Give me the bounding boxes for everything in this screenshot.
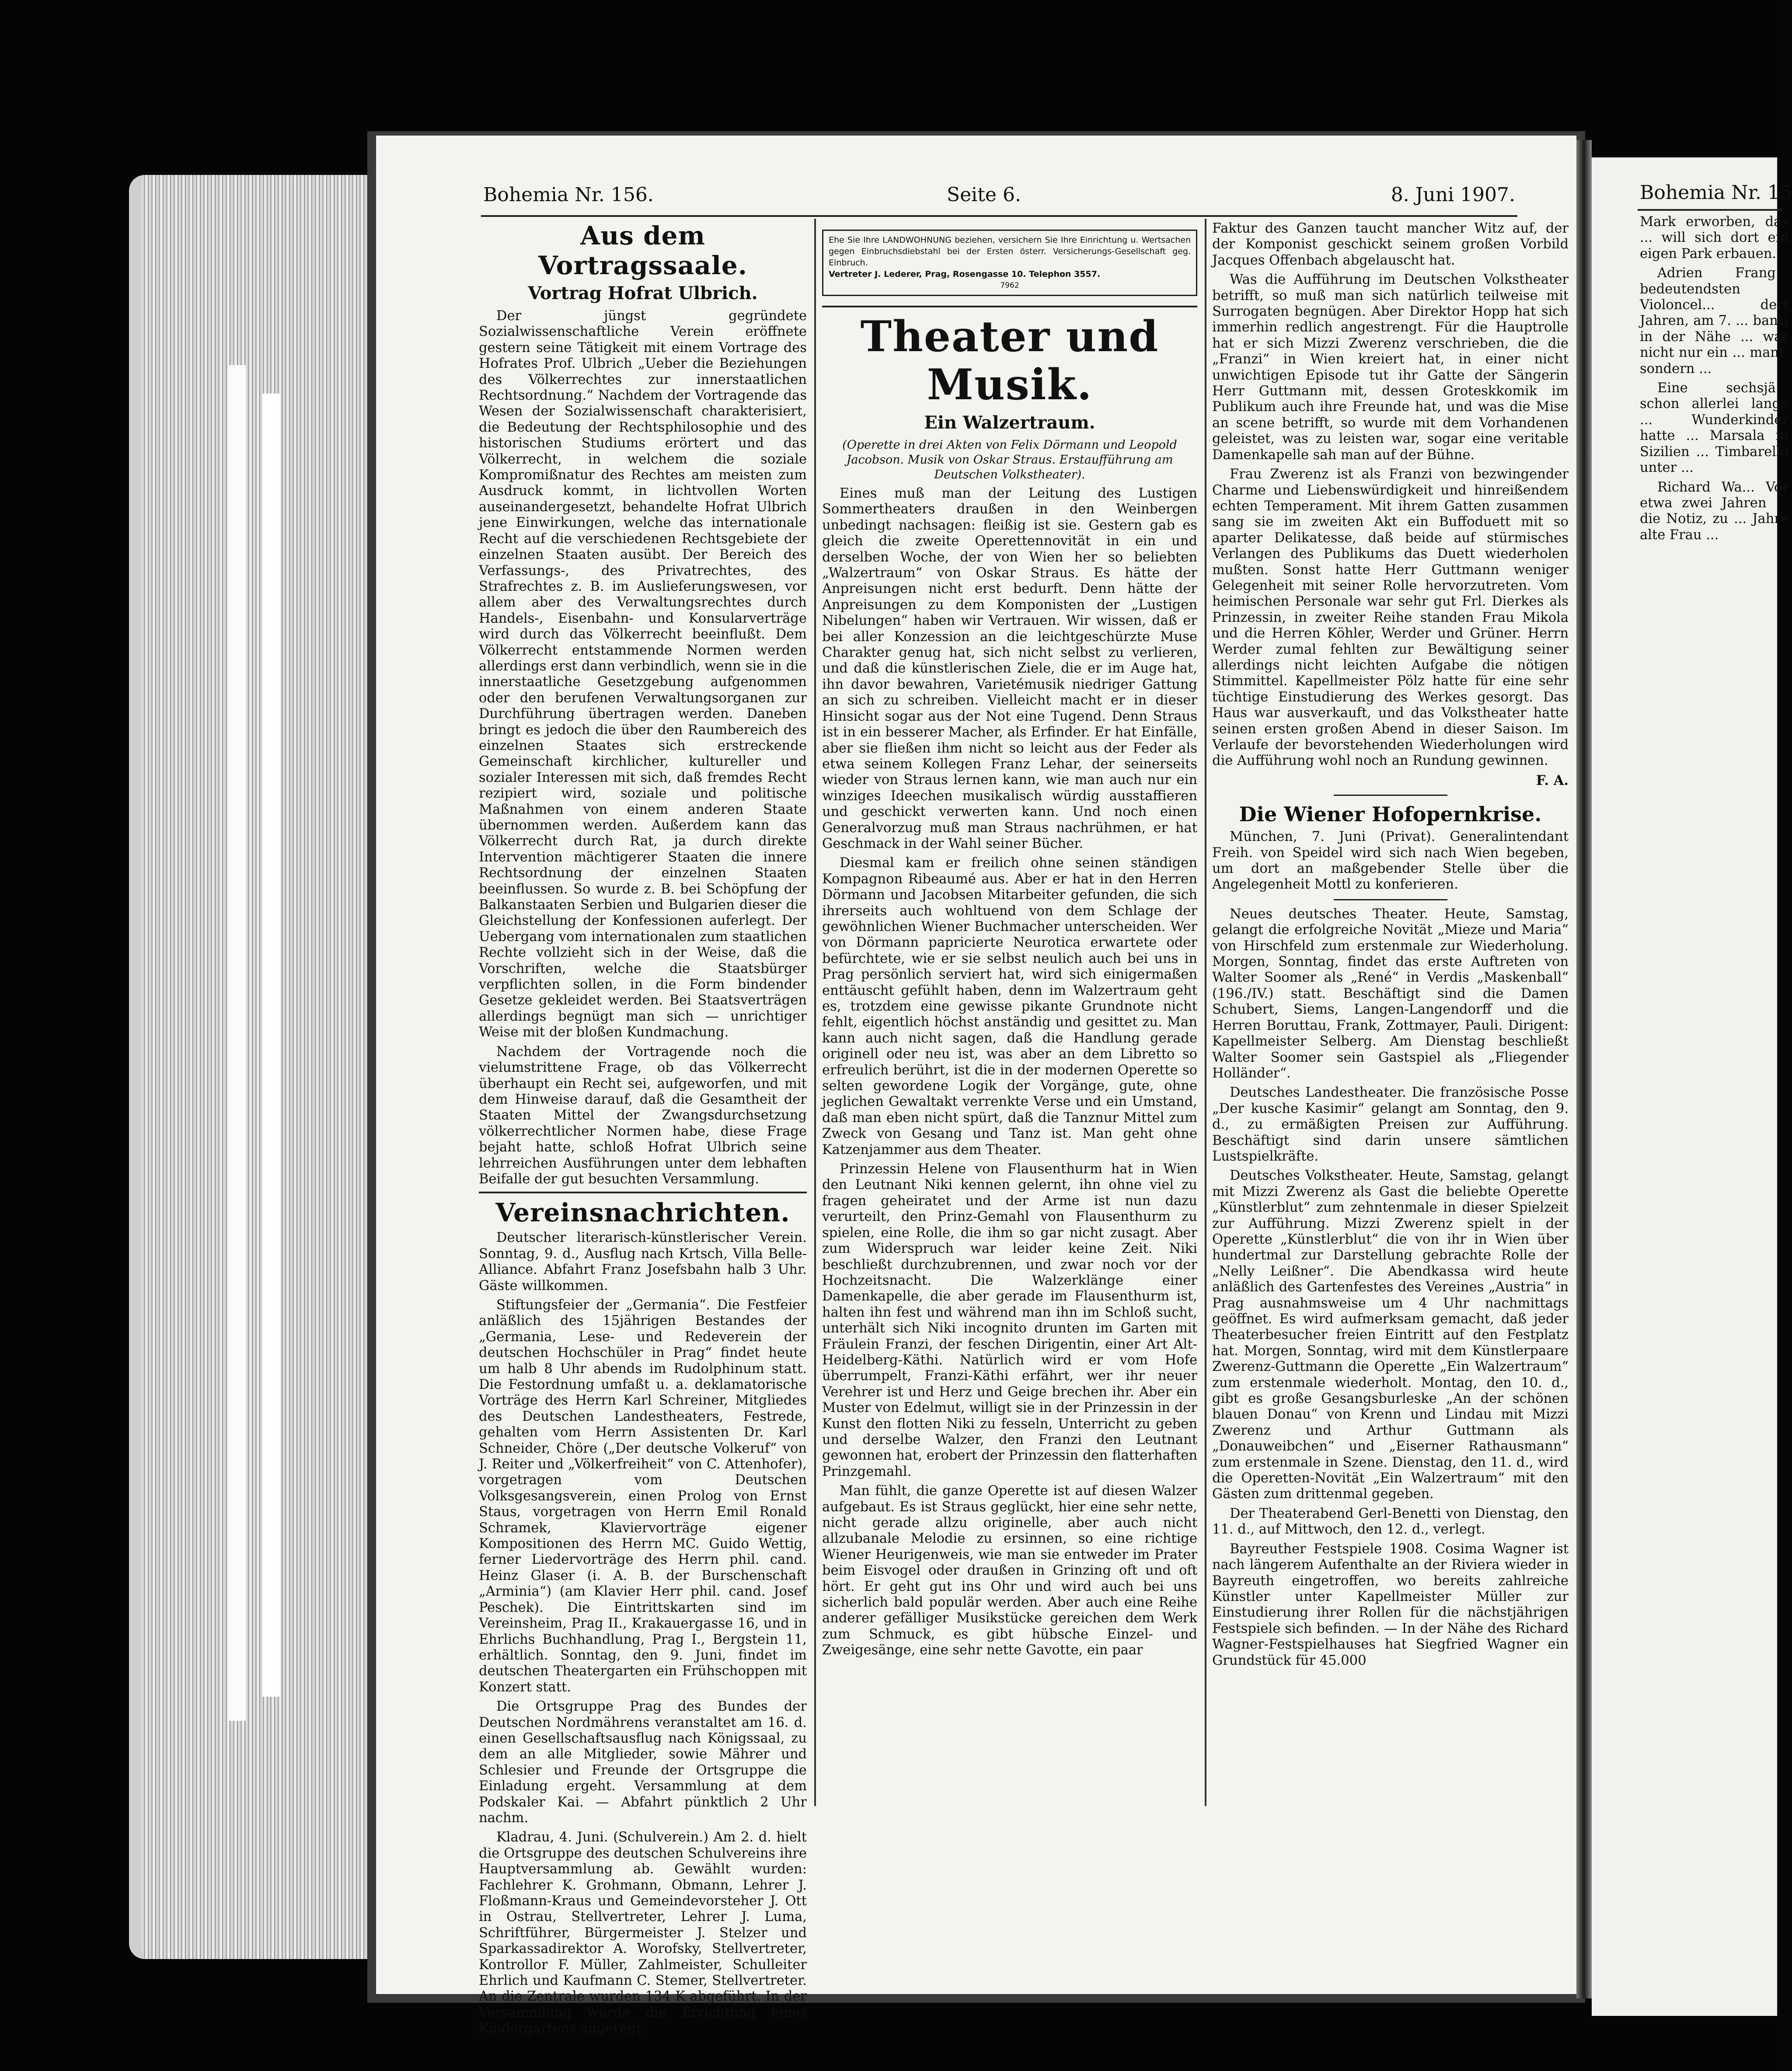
- article-paragraph: Der jüngst gegründete Sozialwissenschaftliche Verein eröffnete gestern seine Tätigkeit mit einem Vortrage des Hofrates Prof. Ulbrich „Ueber die Beziehungen des Völkerrechtes zur innerstaatlichen Rechtsordnung.“ Nachdem der Vortragende das Wesen der Sozialwissenschaft charakterisiert, die Bedeutung der Rechtsphilosophie und des historischen Studiums erörtert und das Völkerrecht, in welchem die soziale Kompromißnatur des Rechtes am meisten zum Ausdruck kommt, in lichtvollen Worten auseinandergesetzt, behandelte Hofrat Ulbrich jene Einwirkungen, welche das internationale Recht auf die verschiedenen Rechtsgebiete der einzelnen Staaten ausübt. Der Bereich des Verfassungs-, des Privatrechtes, des Strafrechtes z. B. im Auslieferungswesen, vor allem aber des Verwaltungsrechtes durch Handels-, Eisenbahn- und Konsularverträge wird durch das Völkerrecht beeinflußt. Dem Völkerrecht entstammende Normen werden allerdings erst dann verbindlich, wenn sie in die innerstaatliche Gesetzgebung aufgenommen oder den berufenen Verwaltungsorganen zur Durchführung übertragen werden. Daneben bringt es jedoch die über den Raumbereich des einzelnen Staates sich erstreckende Gemeinschaft kirchlicher, kultureller und sozialer Interessen mit sich, daß fremdes Recht rezipiert wird, soziale und politische Maßnahmen von einem anderen Staate übernommen werden. Außerdem kann das Völkerrecht durch Rat, ja durch direkte Intervention mächtigerer Staaten die innere Rechtsordnung der einzelnen Staaten beeinflussen. So wurde z. B. bei Schöpfung der Balkanstaaten Serbien und Bulgarien dieser die Gleichstellung der Konfessionen auferlegt. Der Uebergang vom internationalen zum staatlichen Rechte vollzieht sich in der Weise, daß die Vorschriften, welche die Staatsbürger verpflichten sollen, in die Form bindender Gesetze gekleidet werden. Bei Staatsverträgen allerdings begnügt man sich — unrichtiger Weise mit der bloßen Kundmachung.: [479, 308, 807, 1040]
- article-paragraph: München, 7. Juni (Privat). Generalintendant Freih. von Speidel wird sich nach Wien begeben, um dort an maßgebender Stelle über die Angelegenheit Mottl zu konferieren.: [1212, 829, 1569, 893]
- article-paragraph: Faktur des Ganzen taucht mancher Witz auf, der der Komponist geschickt seinem großen Vorbild Jacques Offenbach abgelauscht hat.: [1212, 221, 1569, 268]
- article-paragraph: Adrien Frang... bedeutendsten Violoncel... dert Jahren, am 7. ... bant) in der Nähe ... war nicht nur ein ... mant, sondern ...: [1640, 265, 1789, 377]
- column-1: [479, 221, 807, 2036]
- divider: [1334, 899, 1447, 900]
- article-paragraph: Frau Zwerenz ist als Franzi von bezwingender Charme und Liebenswürdigkeit und hinreißendem echten Temperament. Mit ihrem Gatten zusammen sang sie im zweiten Akt ein Buffoduett mit so aparter Delikatesse, daß beide auf stürmisches Verlangen des Publikums das Duett wiederholen mußten. Sonst hatte Herr Guttmann weniger Gelegenheit mit seiner Rolle hervorzutreten. Vom heimischen Personale war sehr gut Frl. Dierkes als Prinzessin, in zweiter Reihe standen Frau Mikola und die Herren Köhler, Werder und Grüner. Herrn Werder zumal fehlten zur Bewältigung seiner allerdings nicht leichten Aufgabe die nötigen Stimmittel. Kapellmeister Pölz hatte für eine sehr tüchtige Einstudierung des Werkes gesorgt. Das Haus war ausverkauft, und das Volkstheater hatte seinen ersten großen Abend in dieser Saison. Im Verlaufe der bevorstehenden Wiederholungen wird die Aufführung wohl noch an Rundung gewinnen.: [1212, 467, 1569, 769]
- column-3: [1212, 221, 1569, 1804]
- article-subtitle: Ein Walzertraum.: [924, 412, 1095, 433]
- article-paragraph: Eine sechsjä... schon allerlei lange ... Wunderkinder hatte ... Marsala in Sizilien ... Timbarello unter ...: [1640, 380, 1789, 476]
- paper-clip-strip: [262, 394, 280, 1697]
- article-paragraph: Stiftungsfeier der „Germania“. Die Festfeier anläßlich des 15jährigen Bestandes der „Germania, Lese- und Redeverein der deutschen Hochschüler in Prag“ findet heute um halb 8 Uhr abends im Rudolphinum statt. Die Festordnung umfaßt u. a. deklamatorische Vorträge des Herrn Karl Schreiner, Mitgliedes des Deutschen Landestheaters, Festrede, gehalten vom Herrn Assistenten Dr. Karl Schneider, Chöre („Der deutsche Volkeruf“ von J. Reiter und „Völkerfreiheit“ von C. Attenhofer), vorgetragen vom Deutschen Volksgesangsverein, einen Prolog von Ernst Staus, vorgetragen von Herrn Emil Ronald Schramek, Klaviervorträge eigener Kompositionen des Herrn MC. Guido Wettig, ferner Liedervorträge des Herrn phil. cand. Heinz Glaser (i. A. B. der Burschenschaft „Arminia“) (am Klavier Herr phil. cand. Josef Peschek). Die Eintrittskarten sind im Vereinsheim, Prag II., Krakauergasse 16, und in Ehrlichs Buchhandlung, Prag I., Bergstein 11, erhältlich. Sonntag, den 9. Juni, findet im deutschen Theatergarten ein Frühschoppen mit Konzert statt.: [479, 1297, 807, 1695]
- article-paragraph: Nachdem der Vortragende noch die vielumstrittene Frage, ob das Völkerrecht überhaupt ein Recht sei, aufgeworfen, und mit dem Hinweise darauf, daß die Gesamtheit der Staaten Mittel der Zwangsdurchsetzung völkerrechtlicher Normen habe, diese Frage bejaht hatte, schloß Hofrat Ulbrich seine lehrreichen Ausführungen unter dem lebhaften Beifalle der gut besuchten Versammlung.: [479, 1044, 807, 1187]
- column-rule: [814, 219, 816, 1806]
- ad-address: Vertreter J. Lederer, Prag, Rosengasse 10. Telephon 3557.: [829, 269, 1101, 279]
- header-paper-name: Bohemia Nr. 156.: [483, 184, 654, 206]
- article-paragraph: Deutscher literarisch-künstlerischer Verein. Sonntag, 9. d., Ausflug nach Krtsch, Villa Belle-Alliance. Abfahrt Franz Josefsbahn halb 3 Uhr. Gäste willkommen.: [479, 1230, 807, 1294]
- section-title: Vereinsnachrichten.: [495, 1198, 790, 1228]
- section-rule: [822, 306, 1197, 307]
- advertisement-box: [822, 230, 1197, 296]
- section-title: Theater und Musik.: [860, 312, 1159, 409]
- section-title: Aus dem Vortragssaale.: [538, 221, 747, 280]
- article-paragraph: Der Theaterabend Gerl-Benetti von Dienstag, den 11. d., auf Mittwoch, den 12. d., verlegt.: [1212, 1506, 1569, 1538]
- article-paragraph: Eines muß man der Leitung des Lustigen Sommertheaters draußen in den Weinbergen unbedingt nachsagen: fleißig ist sie. Gestern gab es gleich die zweite Operettennovität in ein und derselben Woche, der von Wien her so beliebten „Walzertraum“ von Oskar Straus. Es hätte der Anpreisungen nicht erst bedurft. Denn hätte der Anpreisungen zu dem Komponisten der „Lustigen Nibelungen“ haben wir Vertrauen. Wir wissen, daß er bei aller Konzession an die leichtgeschürzte Muse Charakter genug hat, sich nicht selbst zu verlieren, und daß die künstlerischen Ziele, die er im Auge hat, ihn davor bewahren, Varietémusik niedriger Gattung an sich zu schreiben. Vielleicht macht er in dieser Hinsicht sogar aus der Not eine Tugend. Denn Straus ist in ein besserer Macher, als Erfinder. Er hat Einfälle, aber sie fließen ihm nicht so leicht aus der Feder als etwa seinem Kollegen Franz Lehar, der seinerseits wieder von Straus lernen kann, wie man auch nur ein winziges Ideechen musikalisch würdig ausstaffieren und geschickt verwerten kann. Und noch einen Generalvorzug muß man Straus nachrühmen, er hat Geschmack in der Wahl seiner Bücher.: [822, 486, 1197, 851]
- section-rule: [479, 1192, 807, 1193]
- article-paragraph: Was die Aufführung im Deutschen Volkstheater betrifft, so muß man sich natürlich teilweise mit Surrogaten begnügen. Aber Direktor Hopp hat sich immerhin redlich angestrengt. Für die Hauptrolle hat er sich Mizzi Zwerenz verschrieben, die die „Franzi“ in Wien kreiert hat, in einer nicht unwichtigen Episode tut ihr Gatte der Sängerin Herr Guttmann mit, dessen Groteskkomik im Publikum auch ihre Freunde hat, und was die Mise an scene betrifft, so wurde mit dem Vorhandenen geleistet, was zu leisten war, sogar eine veritable Damenkapelle sah man auf der Bühne.: [1212, 272, 1569, 463]
- column-2: [822, 230, 1197, 1804]
- article-paragraph: Man fühlt, die ganze Operette ist auf diesen Walzer aufgebaut. Es ist Straus geglückt, hier eine sehr nette, nicht gerade allzu originelle, aber auch nicht allzubanale Melodie zu ersinnen, so eine richtige Wiener Heurigenweis, wie man sie entweder im Prater beim Eisvogel oder draußen in Grinzing oft und oft hört. Er geht gut ins Ohr und wird auch bei uns sicherlich bald populär werden. Aber auch eine Reihe anderer gefälliger Musikstücke gereichen dem Werk zum Schmuck, es gibt hübsche Einzel- und Zweigesänge, eine sehr nette Gavotte, ein paar: [822, 1483, 1197, 1658]
- paper-clip-strip: [228, 365, 246, 1721]
- facing-page: [1592, 157, 1792, 2016]
- article-note: (Operette in drei Akten von Felix Dörmann und Leopold Jacobson. Musik von Oskar Straus. Erstaufführung am Deutschen Volkstheater).: [842, 438, 1177, 481]
- facing-page-header: Bohemia Nr. 15: [1640, 181, 1792, 204]
- article-paragraph: Die Ortsgruppe Prag des Bundes der Deutschen Nordmährens veranstaltet am 16. d. einen Gesellschaftsausflug nach Königssaal, zu dem an alle Mitglieder, sowie Mährer und Schlesier und Freunde der Ortsgruppe die Einladung ergeht. Versammlung at dem Podskaler Kai. — Abfahrt pünktlich 2 Uhr nachm.: [479, 1699, 807, 1826]
- article-paragraph: Kladrau, 4. Juni. (Schulverein.) Am 2. d. hielt die Ortsgruppe des deutschen Schulvereins ihre Hauptversammlung ab. Gewählt wurden: Fachlehrer K. Grohmann, Obmann, Lehrer J. Floßmann-Kraus und Gemeindevorsteher J. Ott in Ostrau, Stellvertreter, Lehrer J. Luma, Schriftführer, Bürgermeister J. Stelzer und Sparkassadirektor A. Worofsky, Stellvertreter, Kontrollor F. Müller, Zahlmeister, Schulleiter Ehrlich und Kaufmann C. Stemer, Stellvertreter. An die Zentrale wurden 134 K abgeführt. In der Versammlung wurde die Errichtung eines Kindergartens angeregt.: [479, 1830, 807, 2036]
- article-paragraph: Bayreuther Festspiele 1908. Cosima Wagner ist nach längerem Aufenthalte an der Riviera wieder in Bayreuth eingetroffen, wo bereits zahlreiche Künstler unter Kapellmeister Müller zur Einstudierung ihrer Rollen für die nächstjährigen Festspiele sich befinden. — In der Nähe des Richard Wagner-Festspielhauses hat Siegfried Wagner ein Grundstück für 45.000: [1212, 1541, 1569, 1668]
- header-date: 8. Juni 1907.: [1391, 184, 1515, 206]
- header-rule: [481, 215, 1517, 217]
- header-page-number: Seite 6.: [947, 184, 1021, 206]
- article-paragraph: Mark erworben, das ... will sich dort ein eigen Park erbauen.: [1640, 214, 1789, 261]
- column-rule: [1205, 219, 1206, 1806]
- article-paragraph: Neues deutsches Theater. Heute, Samstag, gelangt die erfolgreiche Novität „Mieze und Maria“ von Hirschfeld zum erstenmale zur Wiederholung. Morgen, Sonntag, findet das erste Auftreten von Walter Soomer als „René“ in Verdis „Maskenball“ (196./IV.) statt. Beschäftigt sind die Damen Schubert, Siems, Langen-Langendorff und die Herren Boruttau, Frank, Zottmayer, Pauli. Dirigent: Kapellmeister Selberg. Am Dienstag beschließt Walter Soomer sein Gastspiel als „Fliegender Holländer“.: [1212, 906, 1569, 1081]
- article-paragraph: Deutsches Landestheater. Die französische Posse „Der kusche Kasimir“ gelangt am Sonntag, den 9. d., zu ermäßigten Preisen zur Aufführung. Beschäftigt sind darin unsere sämtlichen Lustspielkräfte.: [1212, 1085, 1569, 1164]
- author-signature: F. A.: [1536, 772, 1569, 788]
- article-paragraph: Deutsches Volkstheater. Heute, Samstag, gelangt mit Mizzi Zwerenz als Gast die beliebte Operette „Künstlerblut“ zum zehntenmale in dieser Spielzeit zur Aufführung. Mizzi Zwerenz spielt in der Operette „Künstlerblut“ die von ihr in Wien über hundertmal zur Darstellung gebrachte Rolle der „Nelly Leißner“. Die Abendkassa wird heute anläßlich des Gartenfestes des Vereines „Austria“ in Prag ausnahmsweise um 4 Uhr nachmittags geöffnet. Es wird aufmerksam gemacht, daß jeder Theaterbesucher freien Eintritt auf den Festplatz hat. Morgen, Sonntag, wird mit dem Künstlerpaare Zwerenz-Guttmann die Operette „Ein Walzertraum“ zum erstenmale wiederholt. Montag, den 10. d., gibt es große Gesangsburleske „An der schönen blauen Donau“ von Krenn und Lindau mit Mizzi Zwerenz und Arthur Guttmann als „Donauweibchen“ und „Eiserner Rathausmann“ zum erstenmale in Szene. Dienstag, den 11. d., wird die Operetten-Novität „Ein Walzertraum“ mit den Gästen zum drittenmal gegeben.: [1212, 1168, 1569, 1502]
- article-paragraph: Richard Wa... Vor etwa zwei Jahren ... die Notiz, zu ... Jahre alte Frau ...: [1640, 479, 1789, 543]
- article-paragraph: Prinzessin Helene von Flausenthurm hat in Wien den Leutnant Niki kennen gelernt, ihn ohne viel zu fragen geheiratet und der Arme ist nun dazu verurteilt, den Prinz-Gemahl von Flausenthurm zu spielen, eine Rolle, die ihm so gar nicht zusagt. Aber zum Widerspruch war leider keine Zeit. Niki beschließt durchzubrennen, und zwar noch vor der Hochzeitsnacht. Die Walzerklänge einer Damenkapelle, die aber gerade im Flausenthurm ist, halten ihn fest und während man ihn im Schloß sucht, unterhält sich Niki incognito drunten im Garten mit Fräulein Franzi, der feschen Dirigentin, einer Art Alt-Heidelberg-Käthi. Natürlich wird er vom Hofe überrumpelt, Franzi-Käthi erfährt, wer ihr neuer Verehrer ist und Herz und Geige brechen ihr. Aber ein Muster von Edelmut, willigt sie in der Prinzessin in der Kunst den flotten Niki zu fesseln, Unterricht zu geben und derselbe Walzer, den Franzi den Leutnant gewonnen hat, erobert der Prinzessin den flatterhaften Prinzgemahl.: [822, 1161, 1197, 1479]
- page-header: [483, 184, 1515, 212]
- article-paragraph: Diesmal kam er freilich ohne seinen ständigen Kompagnon Ribeaumé aus. Aber er hat in den Herren Dörmann und Jacobsen Mitarbeiter gefunden, die sich ihrerseits auch wohltuend von dem Schlage der gewöhnlichen Wiener Buchmacher unterscheiden. Wer von Dörmann papricierte Neurotica erwartete oder befürchtete, wie er sie selbst neulich auch bei uns in Prag persönlich serviert hat, wird sich einigermaßen enttäuscht gefühlt haben, denn im Walzertraum geht es, trotzdem eine gewisse pikante Grundnote nicht fehlt, eigentlich höchst anständig und gesittet zu. Man kann auch nicht sagen, daß die Handlung gerade originell oder neu ist, was aber an dem Libretto so erfreulich berührt, ist die in der modernen Operette so selten gewordene Logik der Vorgänge, gute, ohne jeglichen Gewaltakt verrenkte Verse und ein Umstand, daß man eben nicht spürt, daß die Tanznur Mittel zum Zweck von Gesang und Tanz ist. Man geht ohne Katzenjammer aus dem Theater.: [822, 855, 1197, 1158]
- book-page-edges: [129, 175, 380, 1959]
- facing-column: [1640, 214, 1789, 1789]
- article-subtitle: Vortrag Hofrat Ulbrich.: [528, 283, 758, 303]
- ad-text: Ehe Sie Ihre LANDWOHNUNG beziehen, versichern Sie Ihre Einrichtung u. Wertsachen gegen Einbruchsdiebstahl bei der Ersten österr. Versicherungs-Gesellschaft geg. Einbruch.: [829, 235, 1191, 268]
- header-rule: [1638, 209, 1782, 211]
- book-gutter: [1576, 140, 1592, 1998]
- section-heading: Die Wiener Hofopernkrise.: [1239, 802, 1542, 826]
- divider: [1334, 795, 1447, 796]
- ad-code: 7962: [1000, 281, 1019, 290]
